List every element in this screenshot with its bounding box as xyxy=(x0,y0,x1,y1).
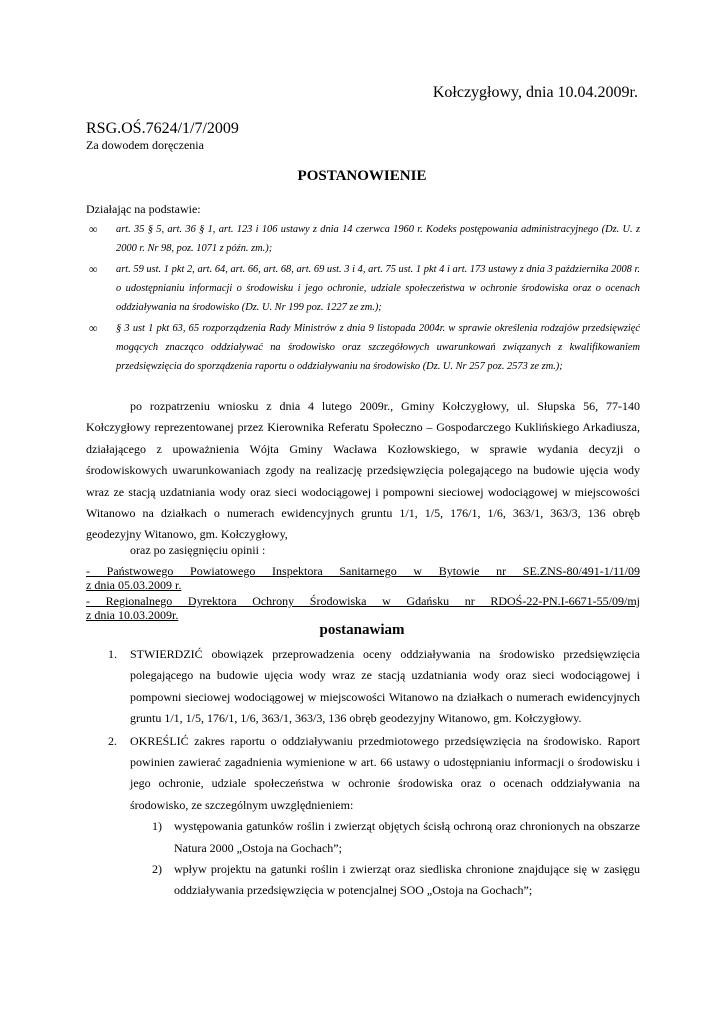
decision-text: STWIERDZIĆ obowiązek przeprowadzenia oceny oddziaływania na środowisko przedsięwzięcia polegającego na budowie ujęcia wody wraz ze stacją uzdatniania wody oraz sieci wodociągowej i pompowni sieciowej wodociągowej w miejscowości Witanowo na działkach o numerach ewidencyjnych gruntu 1/1, 1/5, 176/1, 1/6, 363/1, 363/3, 136 obręb geodezyjny Witanowo, gm. Kołczygłowy. xyxy=(130,647,640,726)
opinion-date: z dnia 05.03.2009 r. xyxy=(86,578,182,592)
infinity-bullet-icon: ∞ xyxy=(89,222,98,236)
decision-heading: postanawiam xyxy=(319,622,405,638)
infinity-bullet-icon: ∞ xyxy=(89,321,98,335)
opinion-line: - Państwowego Powiatowego Inspektora Sanitarnego w Bytowie nr SE.ZNS-80/491-1/11/09 xyxy=(86,564,640,578)
decision-text: OKREŚLIĆ zakres raportu o oddziaływaniu przedmiotowego przedsięwzięcia na środowisko. Raport powinien zawierać zagadnienia wymienione w art. 66 ustawy o udostępnianiu informacji o środowisku i jego ochronie, udziale społeczeństwa w ochronie środowiska oraz o ocenach oddziaływania na środowisko, ze szczególnym uwzględnieniem: xyxy=(130,733,640,812)
decision-list xyxy=(86,644,640,903)
main-paragraph: po rozpatrzeniu wniosku z dnia 4 lutego 2009r., Gminy Kołczygłowy, ul. Słupska 56, 77-140 Kołczygłowy reprezentowanej przez Kierownika Referatu Społeczno – Gospodarczego Kuklińskiego Arkadiusza, działającego z upoważnienia Wójta Gminy Wacława Kozłowskiego, w sprawie wydania decyzji o środowiskowych uwarunkowaniach zgody na realizację przedsięwzięcia polegającego na budowie ujęcia wody wraz ze stacją uzdatniania wody oraz sieci wodociągowej i pompowni sieciowej wodociągowej w miejscowości Witanowo na działkach o numerach ewidencyjnych gruntu 1/1, 1/5, 176/1, 1/6, 363/1, 363/3, 136 obręb geodezyjny Witanowo, gm. Kołczygłowy, xyxy=(86,399,640,542)
legal-basis-list xyxy=(86,220,640,378)
legal-basis-item xyxy=(86,260,640,317)
decision-sublist xyxy=(130,816,640,902)
subitem-number: 2) xyxy=(152,862,162,877)
decision-item xyxy=(86,644,640,730)
decision-number: 2. xyxy=(108,733,117,748)
subitem-text: wpływ projektu na gatunki roślin i zwierząt oraz siedliska chronione znajdujące się w zasięgu oddziaływania przedsięwzięcia w potencjalnej SOO „Ostoja na Gochach”; xyxy=(174,862,640,898)
subitem-number: 1) xyxy=(152,819,162,834)
place-date: Kołczygłowy, dnia 10.04.2009r. xyxy=(432,84,638,101)
decision-number: 1. xyxy=(108,647,117,661)
opinion-date: z dnia 10.03.2009r. xyxy=(86,608,179,622)
legal-basis-text: § 3 ust 1 pkt 63, 65 rozporządzenia Rady Ministrów z dnia 9 listopada 2004r. w sprawie określenia rodzajów przedsięwzięć mogących znacząco oddziaływać na środowisko oraz szczegółowych uwarunkowań związanych z kwalifikowaniem przedsięwzięcia do sporządzenia raportu o oddziaływaniu na środowisko (Dz. U. Nr 257 poz. 2573 ze zm.); xyxy=(116,323,640,372)
legal-basis-text: art. 59 ust. 1 pkt 2, art. 64, art. 66, art. 68, art. 69 ust. 3 i 4, art. 75 ust. 1 pkt 4 i art. 173 ustawy z dnia 3 października 2008 r. o udostępnianiu informacji o środowisku i jego ochronie, udziale społeczeństwa w ochronie środowiska oraz o ocenach oddziaływania na środowisko (Dz. U. Nr 199 poz. 1227 ze zm.); xyxy=(116,264,640,313)
decision-subitem xyxy=(130,816,640,859)
document-title: POSTANOWIENIE xyxy=(297,168,427,184)
legal-basis-item xyxy=(86,220,640,258)
infinity-bullet-icon: ∞ xyxy=(89,262,98,276)
legal-basis-item xyxy=(86,319,640,376)
opinion-line: - Regionalnego Dyrektora Ochrony Środowiska w Gdańsku nr RDOŚ-22-PN.I-6671-55/09/mj xyxy=(86,594,640,608)
opinion-item xyxy=(86,564,640,592)
decision-item xyxy=(86,731,640,902)
legal-basis-text: art. 35 § 5, art. 36 § 1, art. 123 i 106 ustawy z dnia 14 czerwca 1960 r. Kodeks postępowania administracyjnego (Dz. U. z 2000 r. Nr 98, poz. 1071 z późn. zm.); xyxy=(116,224,640,254)
opinions-intro: oraz po zasięgnięciu opinii : xyxy=(130,543,266,557)
subitem-text: występowania gatunków roślin i zwierząt objętych ścisłą ochroną oraz chronionych na obszarze Natura 2000 „Ostoja na Gochach”; xyxy=(174,819,640,855)
reference-number: RSG.OŚ.7624/1/7/2009 xyxy=(86,120,239,137)
opinion-item xyxy=(86,594,640,622)
decision-subitem xyxy=(130,859,640,902)
delivery-note: Za dowodem doręczenia xyxy=(86,138,204,152)
legal-basis-intro: Działając na podstawie: xyxy=(86,202,201,216)
